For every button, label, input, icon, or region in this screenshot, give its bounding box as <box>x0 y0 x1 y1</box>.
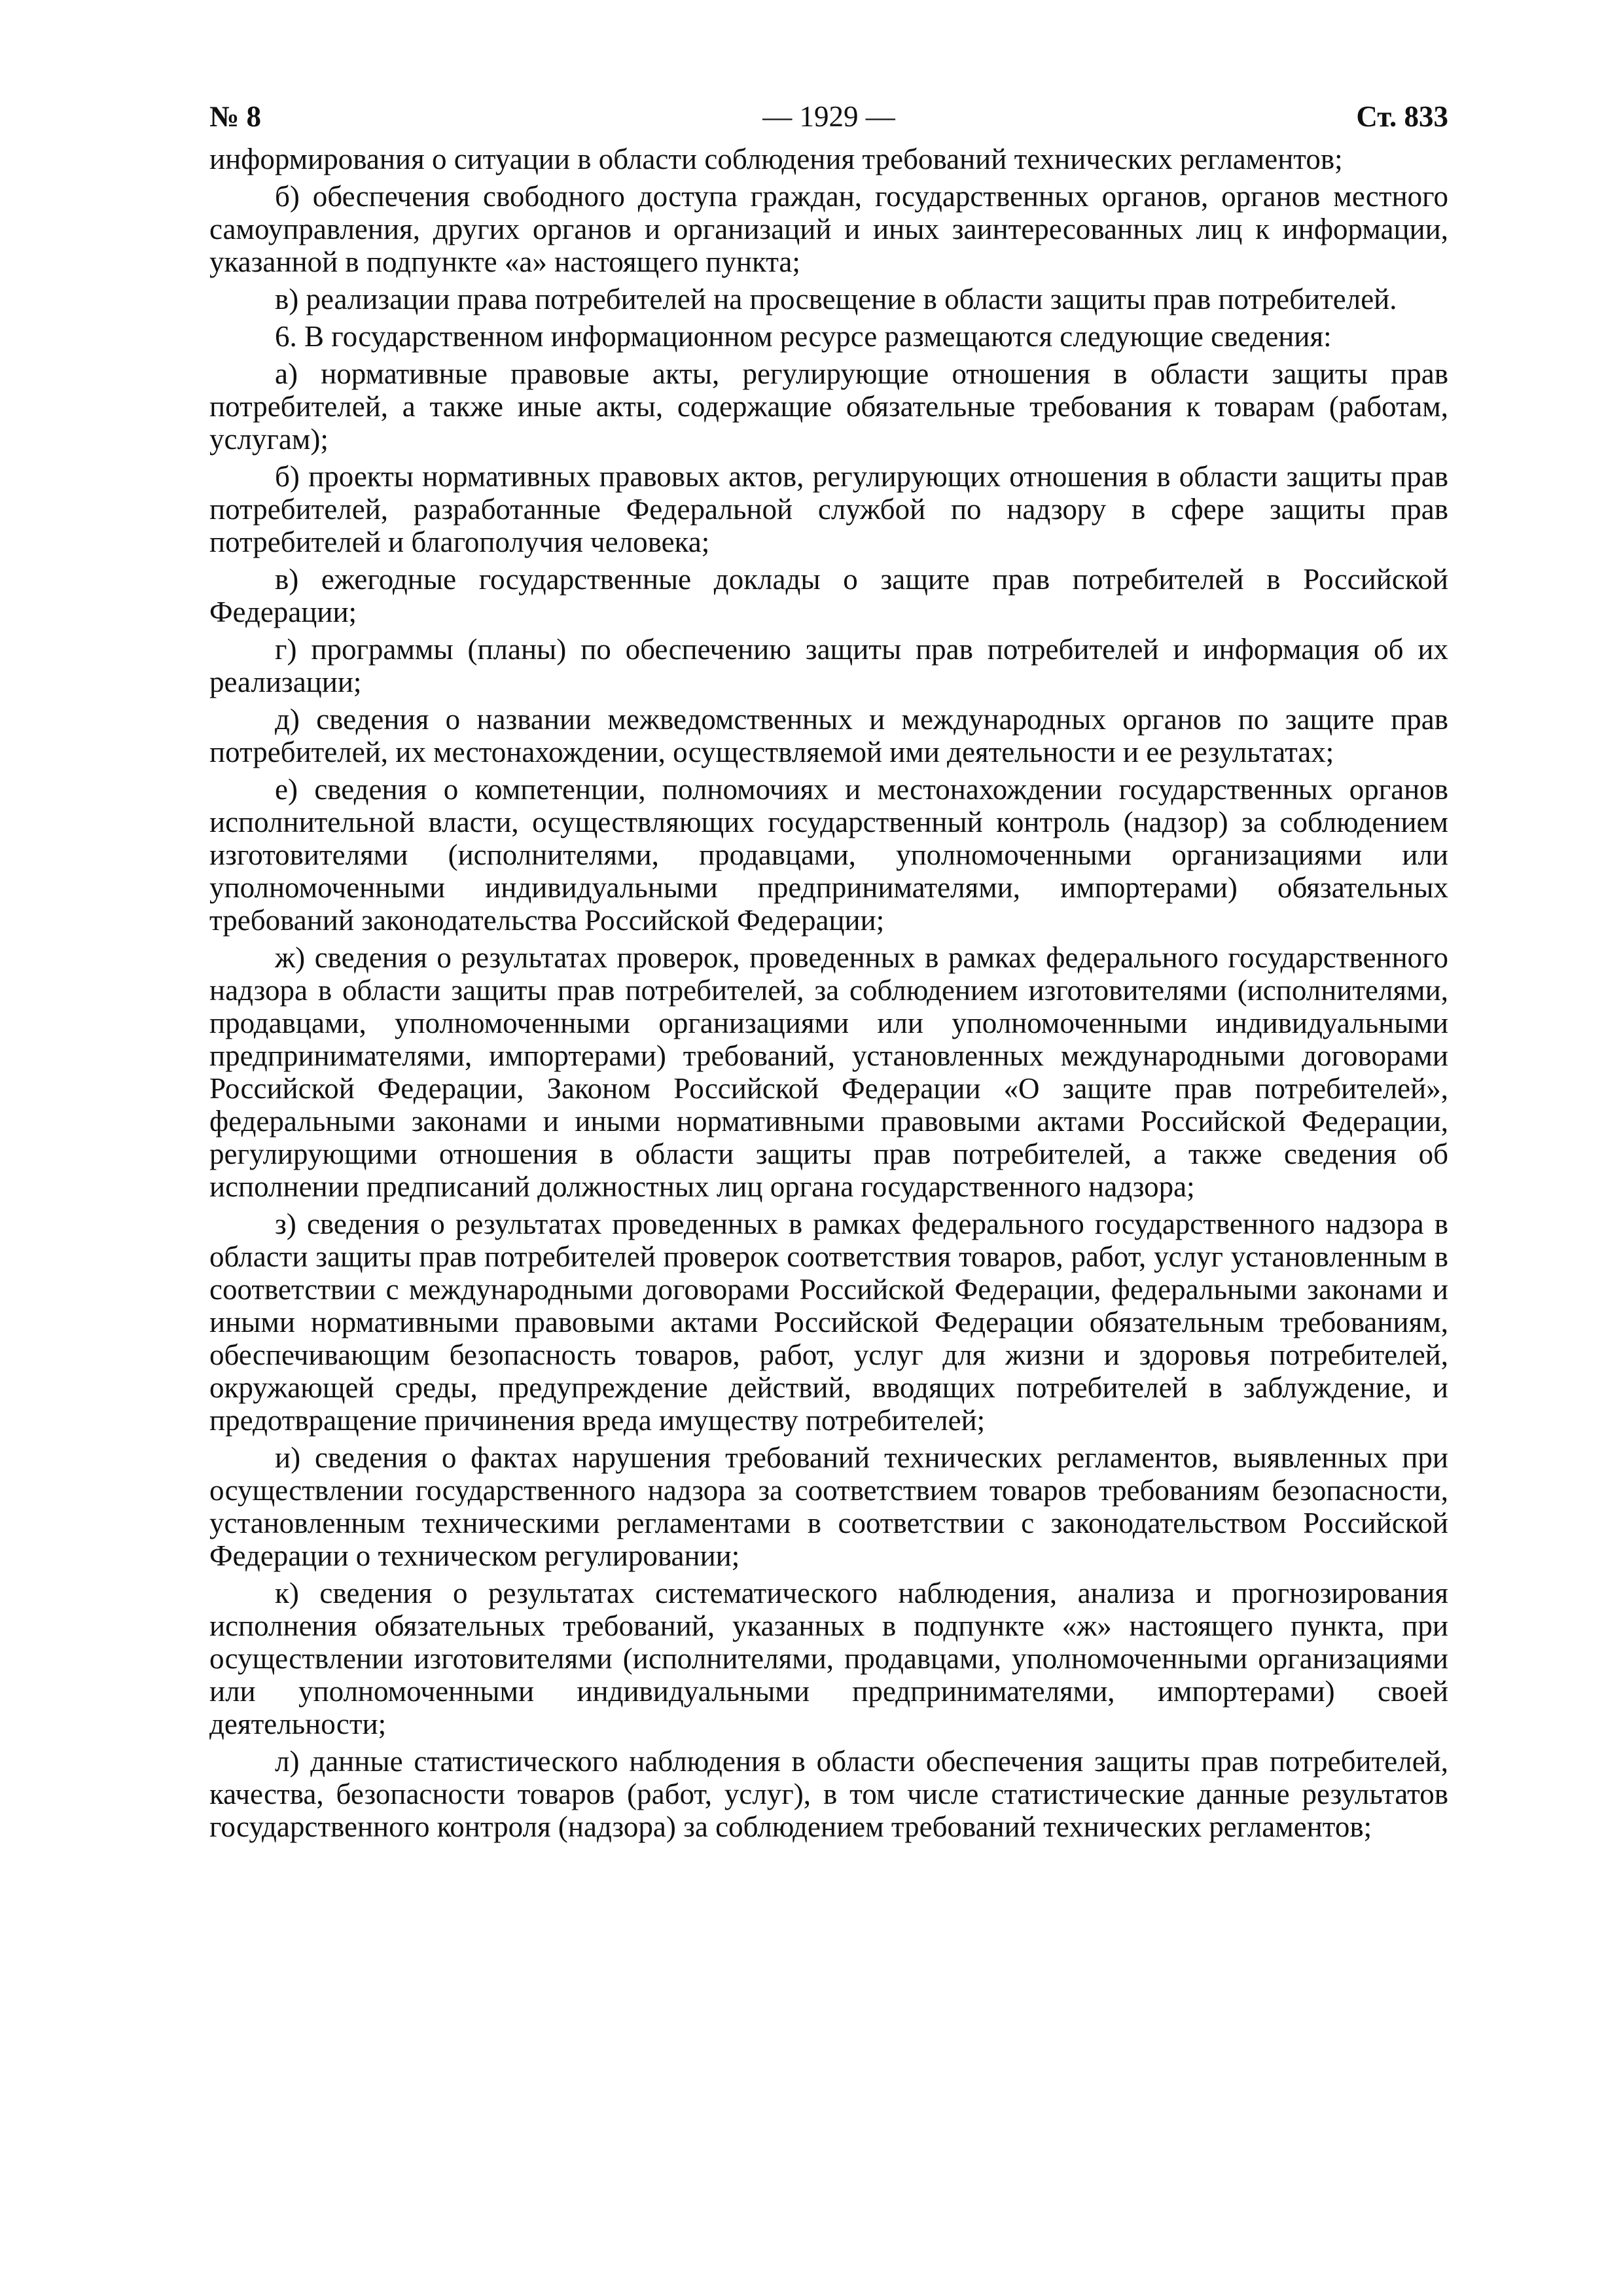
document-page <box>209 97 1448 1843</box>
issue-number: № 8 <box>209 100 261 133</box>
paragraph: б) проекты нормативных правовых актов, регулирующих отношения в области защиты прав потребителей, разработанные Федеральной службой по надзору в сфере защиты прав потребителей и благополучия человека; <box>209 460 1448 558</box>
paragraph: д) сведения о названии межведомственных и международных органов по защите прав потребителей, их местонахождении, осуществляемой ими деятельности и ее результатах; <box>209 703 1448 768</box>
paragraph: б) обеспечения свободного доступа граждан, государственных органов, органов местного самоуправления, других органов и организаций и иных заинтересованных лиц к информации, указанной в подпункте «а» настоящего пункта; <box>209 180 1448 278</box>
paragraph: в) реализации права потребителей на просвещение в области защиты прав потребителей. <box>275 283 1397 315</box>
page-header <box>209 97 1448 143</box>
paragraph: информирования о ситуации в области соблюдения требований технических регламентов; <box>209 143 1343 175</box>
paragraph: а) нормативные правовые акты, регулирующие отношения в области защиты прав потребителей, а также иные акты, содержащие обязательные требования к товарам (работам, услугам); <box>209 357 1448 456</box>
paragraph: л) данные статистического наблюдения в области обеспечения защиты прав потребителей, качества, безопасности товаров (работ, услуг), в том числе статистические данные результатов государственного контроля (надзора) за соблюдением требований технических регламентов; <box>209 1745 1448 1843</box>
page-number: — 1929 — <box>762 100 895 133</box>
paragraph: и) сведения о фактах нарушения требований технических регламентов, выявленных при осуществлении государственного надзора за соответствием товаров требованиям безопасности, установленным техническими регламентами в соответствии с законодательством Российской Федерации о техническом регулировании; <box>209 1441 1448 1572</box>
article-number: Ст. 833 <box>1356 100 1448 133</box>
paragraph: в) ежегодные государственные доклады о защите прав потребителей в Российской Федерации; <box>209 563 1448 628</box>
paragraph: ж) сведения о результатах проверок, проведенных в рамках федерального государственного надзора в области защиты прав потребителей, за соблюдением изготовителями (исполнителями, продавцами, уполномоченными организациями или уполномоченными индивидуальными предпринимателями, импортерами) требований, установленных международными договорами Российской Федерации, Законом Российской Федерации «О защите прав потребителей», федеральными законами и иными нормативными правовыми актами Российской Федерации, регулирующими отношения в области защиты прав потребителей, а также сведения об исполнении предписаний должностных лиц органа государственного надзора; <box>209 941 1448 1203</box>
document-body <box>209 143 1448 1843</box>
paragraph: к) сведения о результатах систематического наблюдения, анализа и прогнозирования исполнения обязательных требований, указанных в подпункте «ж» настоящего пункта, при осуществлении изготовителями (исполнителями, продавцами, уполномоченными организациями или уполномоченными индивидуальными предпринимателями, импортерами) своей деятельности; <box>209 1577 1448 1740</box>
paragraph: е) сведения о компетенции, полномочиях и местонахождении государственных органов исполнительной власти, осуществляющих государственный контроль (надзор) за соблюдением изготовителями (исполнителями, продавцами, уполномоченными организациями или уполномоченными индивидуальными предпринимателями, импортерами) обязательных требований законодательства Российской Федерации; <box>209 773 1448 937</box>
paragraph: з) сведения о результатах проведенных в рамках федерального государственного надзора в области защиты прав потребителей проверок соответствия товаров, работ, услуг установленным в соответствии с международными договорами Российской Федерации, федеральными законами и иными нормативными правовыми актами Российской Федерации обязательным требованиям, обеспечивающим безопасность товаров, работ, услуг для жизни и здоровья потребителей, окружающей среды, предупреждение действий, вводящих потребителей в заблуждение, и предотвращение причинения вреда имуществу потребителей; <box>209 1208 1448 1437</box>
paragraph: 6. В государственном информационном ресурсе размещаются следующие сведения: <box>275 320 1332 353</box>
paragraph: г) программы (планы) по обеспечению защиты прав потребителей и информация об их реализации; <box>209 633 1448 698</box>
